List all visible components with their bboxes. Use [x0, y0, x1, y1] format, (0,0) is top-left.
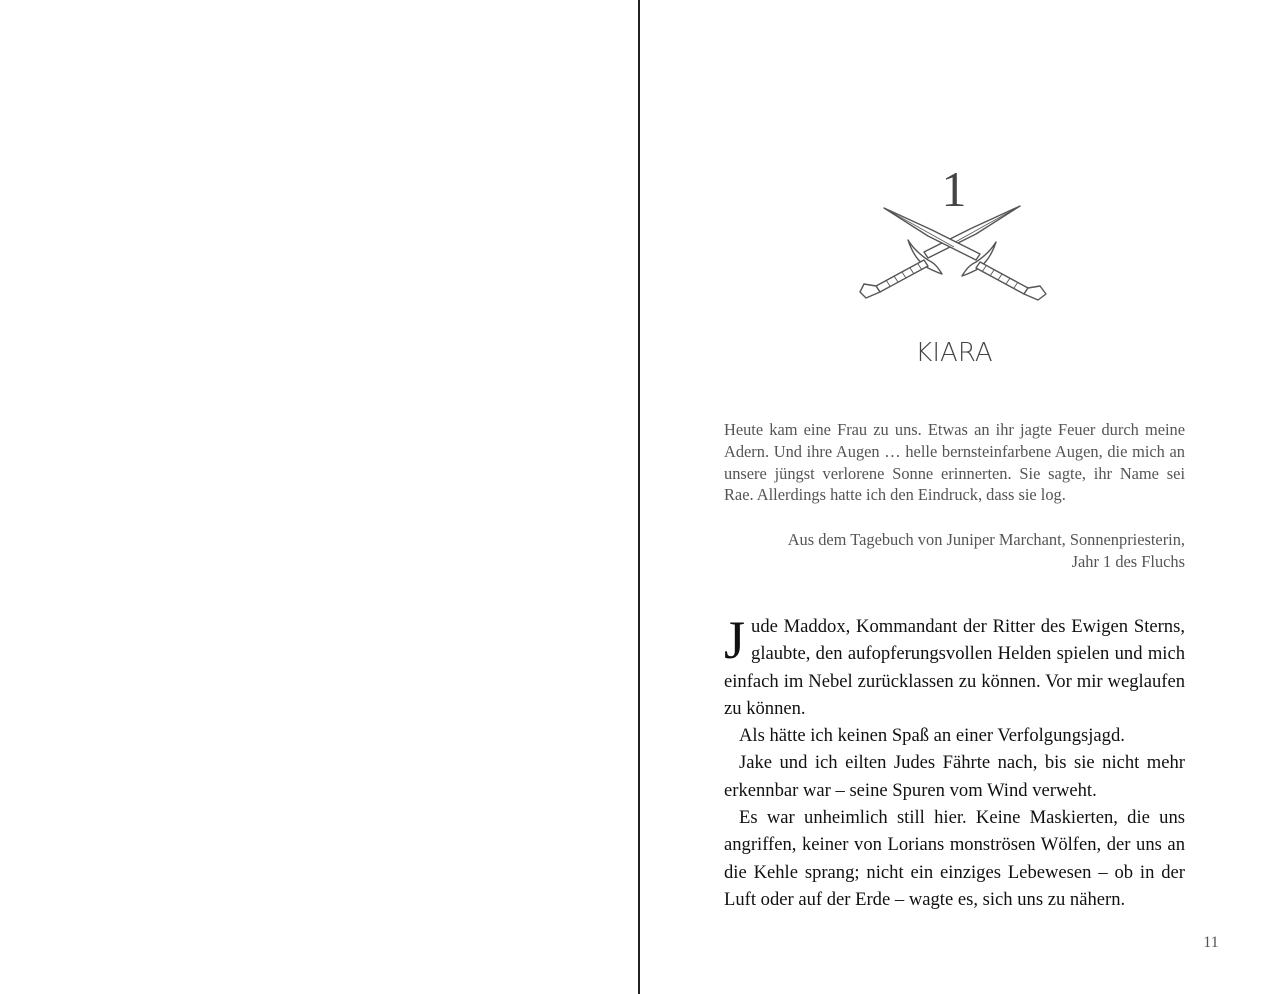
page-number: 11 [1203, 934, 1219, 951]
body-paragraph-2: Als hätte ich keinen Spaß an einer Verfolgungsjagd. [739, 725, 1125, 747]
chapter-number: 1 [941, 161, 967, 217]
body-paragraph-4: Es war unheimlich still hier. Keine Maskierten, die uns angriffen, keiner von Lorians monströsen Wölfen, der uns an die Kehle sprang; nicht ein einziges Lebewesen – ob in der Luft oder auf der Erde – wagte es, sich uns zu nähern. [724, 807, 1185, 910]
body-paragraph-1 [724, 610, 1185, 722]
chapter-body [724, 610, 1185, 913]
paragraph-1-text: ude Maddox, Kommandant der Ritter des Ewigen Sterns, glaubte, den aufopferungsvollen Helden spielen und mich einfach im Nebel zurücklassen zu können. Vor mir weglaufen zu können. [724, 616, 1185, 719]
crossed-daggers-icon [852, 200, 1052, 305]
chapter-title: KIARA [915, 338, 993, 368]
body-paragraph-3: Jake und ich eilten Judes Fährte nach, bis sie nicht mehr erkennbar war – seine Spuren vom Wind verweht. [724, 752, 1185, 801]
attribution-line-2: Jahr 1 des Fluchs [1071, 552, 1185, 571]
attribution-line-1: Aus dem Tagebuch von Juniper Marchant, Sonnenpriesterin, [787, 530, 1185, 549]
drop-cap: J [724, 610, 746, 670]
epigraph-attribution [724, 529, 1185, 573]
epigraph-text: Heute kam eine Frau zu uns. Etwas an ihr jagte Feuer durch meine Adern. Und ihre Augen … helle bernsteinfarbene Augen, die mich an unsere jüngst verlorene Sonne erinnerten. Sie sagte, ihr Name sei Rae. Allerdings hatte ich den Eindruck, dass sie log. [724, 420, 1185, 505]
book-spine [638, 0, 640, 994]
